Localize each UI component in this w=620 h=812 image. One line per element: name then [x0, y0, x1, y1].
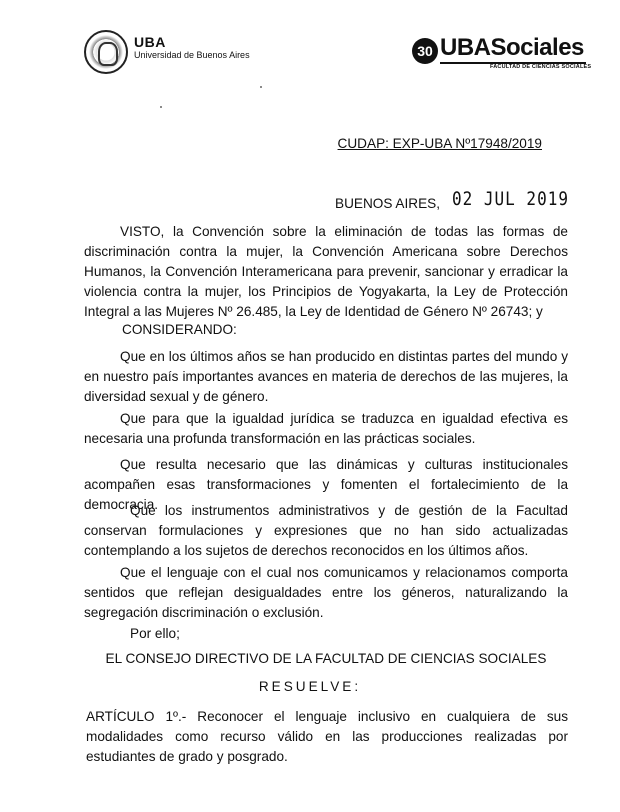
anniversary-badge: 30: [412, 38, 438, 64]
considerando-paragraph: Que el lenguaje con el cual nos comunicamos y relacionamos comporta sentidos que reflejan desigualdades entre los géneros, naturalizando la segregación discriminación o exclusión.: [84, 565, 568, 620]
considerando-paragraph: Que para que la igualdad jurídica se traduzca en igualdad efectiva es necesaria una profunda transformación en las prácticas sociales.: [84, 411, 568, 446]
considerando-paragraph: Que resulta necesario que las dinámicas y culturas institucionales acompañen esas transformaciones y fomenten el fortalecimiento de la democracia.: [84, 457, 568, 512]
considerando-heading: CONSIDERANDO:: [122, 322, 237, 337]
scan-mark: [160, 106, 162, 108]
considerando-paragraph: Que los instrumentos administrativos y de gestión de la Facultad conservan formulaciones y expresiones que no han sido actualizadas contemplando a los sujetos de derechos reconocidos en los últimos años.: [84, 503, 568, 558]
articulo-1: ARTÍCULO 1º.- Reconocer el lenguaje inclusivo en cualquiera de sus modalidades como recurso válido en las producciones realizadas por estudiantes de grado y posgrado.: [86, 709, 568, 764]
considerando-paragraph: Que en los últimos años se han producido en distintas partes del mundo y en nuestro país importantes avances en materia de derechos de las mujeres, la diversidad sexual y de género.: [84, 349, 568, 404]
scan-mark: [260, 86, 262, 88]
date-stamp: 02 JUL 2019: [452, 187, 569, 210]
consejo-heading: EL CONSEJO DIRECTIVO DE LA FACULTAD DE CIENCIAS SOCIALES: [105, 651, 547, 666]
uba-sociales-logo: UBASociales: [440, 34, 584, 61]
uba-subtitle: Universidad de Buenos Aires: [134, 50, 250, 60]
date-label: BUENOS AIRES,: [335, 196, 441, 211]
por-ello: Por ello;: [130, 626, 180, 641]
uba-logo-text: UBA: [134, 34, 166, 50]
expediente-reference: CUDAP: EXP-UBA Nº17948/2019: [337, 136, 542, 151]
resuelve-heading: RESUELVE:: [258, 679, 362, 694]
brand-subtitle: FACULTAD DE CIENCIAS SOCIALES: [490, 64, 592, 70]
visto-paragraph: VISTO, la Convención sobre la eliminación de todas las formas de discriminación contra la mujer, la Convención Americana sobre Derechos Humanos, la Convención Interamericana para prevenir, sancionar y erradicar la violencia contra la mujer, los Principios de Yogyakarta, la Ley de Protección Integral a las Mujeres Nº 26.485, la Ley de Identidad de Género Nº 26743; y: [84, 224, 568, 319]
uba-seal-icon: [84, 30, 128, 74]
